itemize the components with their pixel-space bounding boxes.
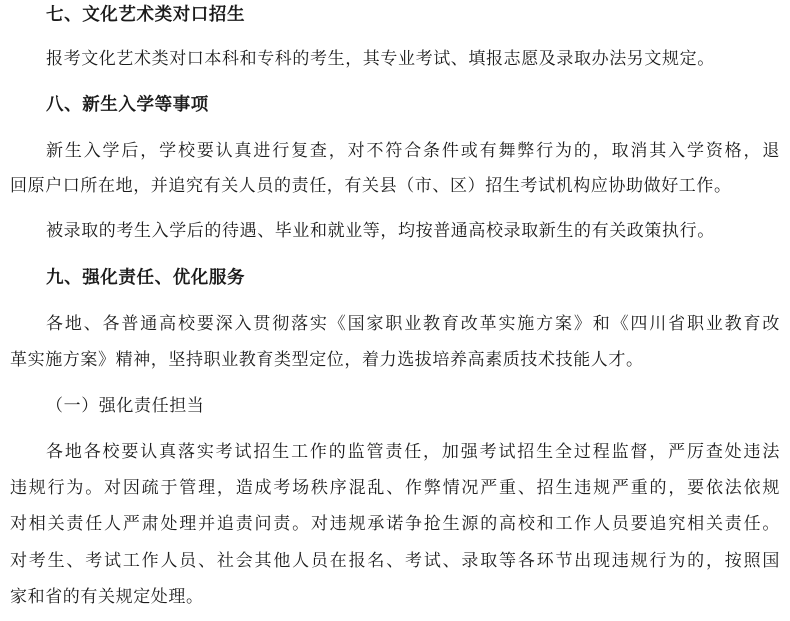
paragraph-line: 违规行为。对因疏于管理，造成考场秩序混乱、作弊情况严重、招生违规严重的，要依法依规 xyxy=(10,478,780,498)
paragraph-line: 各地各校要认真落实考试招生工作的监管责任，加强考试招生全过程监督，严厉查处违法 xyxy=(46,442,780,462)
paragraph-line: 各地、各普通高校要深入贯彻落实《国家职业教育改革实施方案》和《四川省职业教育改 xyxy=(46,314,780,334)
paragraph-line: 新生入学后，学校要认真进行复查，对不符合条件或有舞弊行为的，取消其入学资格，退 xyxy=(46,141,780,161)
section-heading-9: 九、强化责任、优化服务 xyxy=(46,268,246,288)
subsection-heading: （一）强化责任担当 xyxy=(46,396,205,416)
paragraph-line: 革实施方案》精神，坚持职业教育类型定位，着力选拔培养高素质技术技能人才。 xyxy=(10,350,644,370)
paragraph-line: 家和省的有关规定处理。 xyxy=(10,587,204,607)
paragraph-line: 回原户口所在地，并追究有关人员的责任，有关县（市、区）招生考试机构应协助做好工作。 xyxy=(10,176,732,196)
paragraph-line: 对相关责任人严肃处理并追责问责。对违规承诺争抢生源的高校和工作人员要追究相关责任。 xyxy=(10,514,780,534)
paragraph-line: 报考文化艺术类对口本科和专科的考生，其专业考试、填报志愿及录取办法另文规定。 xyxy=(46,49,715,69)
paragraph-line: 被录取的考生入学后的待遇、毕业和就业等，均按普通高校录取新生的有关政策执行。 xyxy=(46,221,715,241)
section-heading-7: 七、文化艺术类对口招生 xyxy=(46,5,246,25)
section-heading-8: 八、新生入学等事项 xyxy=(46,95,209,115)
paragraph-line: 对考生、考试工作人员、社会其他人员在报名、考试、录取等各环节出现违规行为的，按照国 xyxy=(10,551,780,571)
